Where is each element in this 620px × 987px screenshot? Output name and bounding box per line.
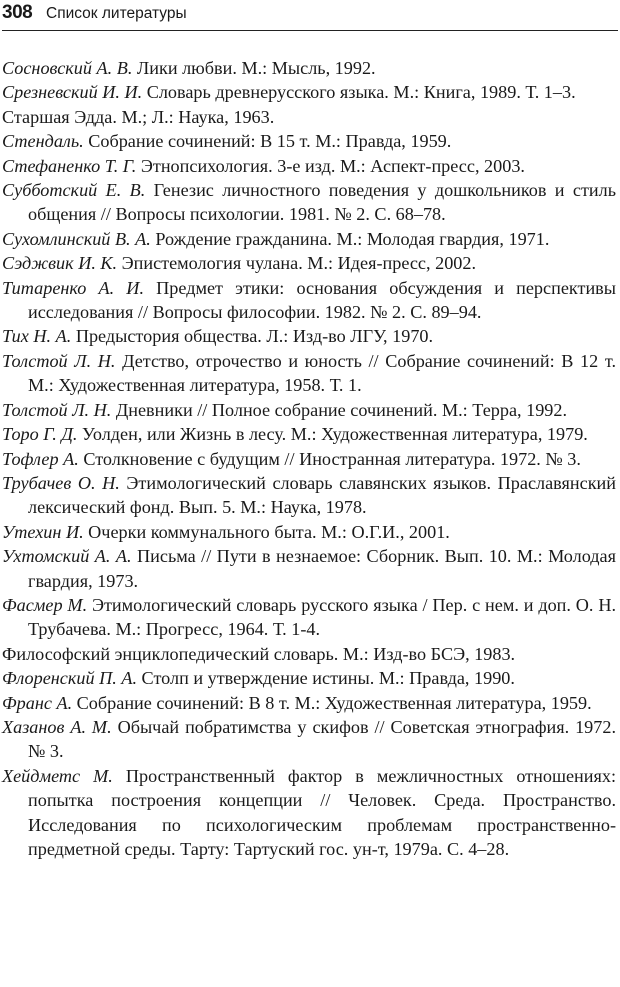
entry-author: Срезневский И. И. [2, 82, 143, 103]
bibliography-entry [2, 398, 616, 422]
entry-author: Сэджвик И. К. [2, 253, 118, 274]
running-head: Список литературы [46, 5, 187, 22]
page-number: 308 [2, 2, 33, 23]
entry-author: Сосновский А. В. [2, 58, 133, 78]
entry-text: Дневники // Полное собрание сочинений. М.: Терра, 1992. [111, 399, 568, 420]
bibliography-entry [2, 154, 616, 178]
entry-text: Собрание сочинений: В 8 т. М.: Художественная литература, 1959. [72, 692, 592, 713]
bibliography-entry [2, 80, 616, 104]
entry-text: Лики любви. М.: Мысль, 1992. [132, 58, 376, 78]
entry-text: Очерки коммунального быта. М.: О.Г.И., 2001. [83, 521, 450, 542]
bibliography-list [2, 56, 616, 861]
bibliography-entry [2, 178, 616, 227]
entry-author: Хейдметс М. [2, 765, 113, 786]
bibliography-entry [2, 691, 616, 715]
bibliography-entry [2, 593, 616, 642]
entry-text: Столп и утверждение истины. М.: Правда, 1990. [137, 668, 515, 689]
entry-text: Предыстория общества. Л.: Изд-во ЛГУ, 1970. [71, 326, 434, 347]
entry-text: Этнопсихология. 3-е изд. М.: Аспект-пресс, 2003. [136, 155, 525, 176]
entry-text: Этимологический словарь славянских языков. Праславянский лексический фонд. Вып. 5. М.: Наука, 1978. [28, 472, 616, 518]
entry-text: Словарь древнерусского языка. М.: Книга, 1989. Т. 1–3. [142, 82, 576, 103]
bibliography-entry [2, 447, 616, 471]
entry-text: Рождение гражданина. М.: Молодая гвардия, 1971. [150, 228, 550, 249]
entry-author: Утехин И. [2, 521, 84, 542]
bibliography-entry [2, 227, 616, 251]
entry-author: Толстой Л. Н. [2, 399, 112, 420]
entry-text: Генезис личностного поведения у дошкольников и стиль общения // Вопросы психологии. 1981. № 2. С. 68–78. [28, 180, 617, 225]
entry-author: Флоренский П. А. [2, 668, 137, 689]
bibliography-entry [2, 129, 616, 153]
bibliography-entry [2, 642, 616, 666]
entry-text: Философский энциклопедический словарь. М.: Изд-во БСЭ, 1983. [2, 643, 516, 664]
entry-text: Эпистемология чулана. М.: Идея-пресс, 2002. [117, 253, 477, 274]
entry-author: Титаренко А. И. [2, 277, 144, 298]
entry-text: Письма // Пути в незнаемое: Сборник. Вып. 10. М.: Молодая гвардия, 1973. [28, 546, 616, 591]
bibliography-entry [2, 666, 616, 690]
entry-text: Старшая Эдда. М.; Л.: Наука, 1963. [2, 106, 275, 127]
bibliography-entry [2, 764, 616, 862]
entry-author: Сухомлинский В. А. [2, 228, 151, 249]
entry-author: Субботский Е. В. [2, 180, 146, 201]
entry-author: Фасмер М. [2, 594, 88, 615]
page-header [2, 0, 618, 31]
entry-text: Собрание сочинений: В 15 т. М.: Правда, 1959. [83, 131, 452, 152]
bibliography-entry [2, 471, 616, 520]
bibliography-entry [2, 422, 616, 446]
bibliography-entry [2, 544, 616, 593]
bibliography-entry [2, 715, 616, 764]
bibliography-entry [2, 105, 616, 129]
bibliography-entry [2, 349, 616, 398]
entry-text: Этимологический словарь русского языка / Пер. с нем. и доп. О. Н. Трубачева. М.: Прогресс, 1964. Т. 1-4. [28, 594, 617, 640]
entry-author: Тофлер А. [2, 448, 79, 469]
entry-author: Толстой Л. Н. [2, 350, 116, 371]
entry-author: Торо Г. Д. [2, 424, 78, 445]
entry-text: Детство, отрочество и юность // Собрание сочинений: В 12 т. М.: Художественная литература, 1958. Т. 1. [28, 350, 616, 396]
entry-text: Уолден, или Жизнь в лесу. М.: Художественная литература, 1979. [77, 424, 588, 445]
entry-text: Столкновение с будущим // Иностранная литература. 1972. № 3. [78, 448, 581, 469]
bibliography-entry [2, 324, 616, 348]
bibliography-entry [2, 520, 616, 544]
entry-author: Стендаль. [2, 131, 84, 152]
bibliography-entry [2, 276, 616, 325]
bibliography-entry [2, 251, 616, 275]
entry-author: Стефаненко Т. Г. [2, 155, 137, 176]
entry-text: Пространственный фактор в межличностных отношениях: попытка построения концепции // Человек. Среда. Пространство. Исследования по психологическим проблемам пространственно-предметной среды. Тарту: Тартуский гос. ун-т, 1979а. С. 4–28. [28, 765, 616, 859]
bibliography-entry [2, 56, 616, 80]
entry-author: Тих Н. А. [2, 326, 72, 347]
entry-author: Ухтомский А. А. [2, 546, 132, 567]
entry-text: Обычай побратимства у скифов // Советская этнография. 1972. № 3. [28, 716, 616, 762]
entry-author: Трубачев О. Н. [2, 472, 120, 493]
entry-author: Хазанов А. М. [2, 716, 112, 737]
entry-author: Франс А. [2, 692, 73, 713]
entry-text: Предмет этики: основания обсуждения и перспективы исследования // Вопросы философии. 1982. № 2. С. 89–94. [28, 277, 616, 323]
